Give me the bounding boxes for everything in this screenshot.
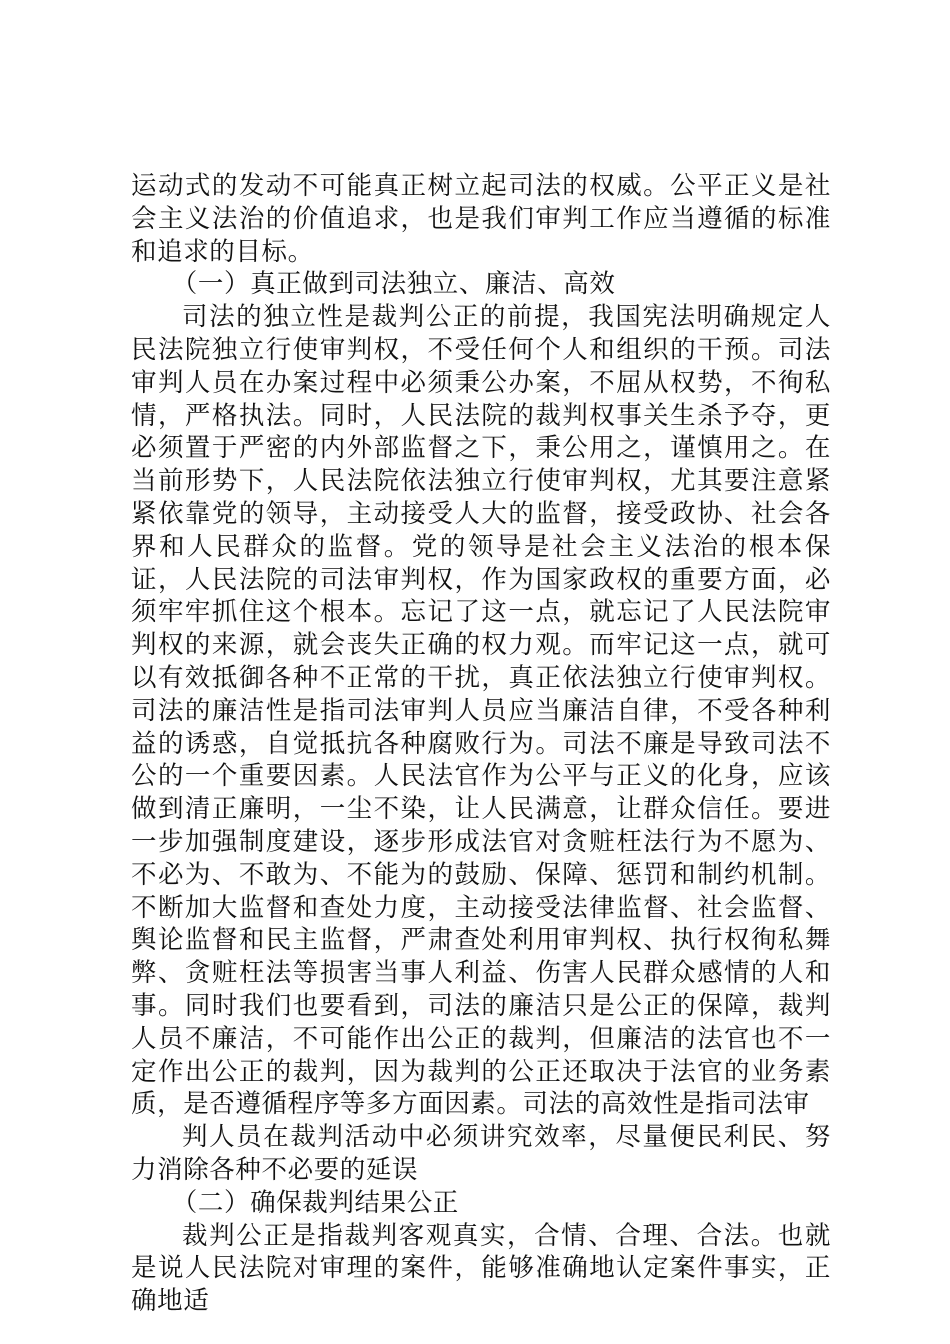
document-body xyxy=(131,170,831,1318)
body-paragraph-4: 裁判公正是指裁判客观真实，合情、合理、合法。也就是说人民法院对审理的案件，能够准确地认定案件事实，正确地适 xyxy=(131,1220,831,1317)
section-heading-1: （一）真正做到司法独立、廉洁、高效 xyxy=(171,269,616,300)
body-paragraph-3: 判人员在裁判活动中必须讲究效率，尽量便民利民、努力消除各种不必要的延误 xyxy=(131,1122,831,1185)
body-paragraph-2: 司法的独立性是裁判公正的前提，我国宪法明确规定人民法院独立行使审判权，不受任何个人和组织的干预。司法审判人员在办案过程中必须秉公办案，不屈从权势，不徇私情，严格执法。同时，人民法院的裁判权事关生杀予夺，更必须置于严密的内外部监督之下，秉公用之，谨慎用之。在当前形势下，人民法院依法独立行使审判权，尤其要注意紧紧依靠党的领导，主动接受人大的监督，接受政协、社会各界和人民群众的监督。党的领导是社会主义法治的根本保证，人民法院的司法审判权，作为国家政权的重要方面，必须牢牢抓住这个根本。忘记了这一点，就忘记了人民法院审判权的来源，就会丧失正确的权力观。而牢记这一点，就可以有效抵御各种不正常的干扰，真正依法独立行使审判权。司法的廉洁性是指司法审判人员应当廉洁自律，不受各种利益的诱惑，自觉抵抗各种腐败行为。司法不廉是导致司法不公的一个重要因素。人民法官作为公平与正义的化身，应该做到清正廉明，一尘不染，让人民满意，让群众信任。要进一步加强制度建设，逐步形成法官对贪赃枉法行为不愿为、不必为、不敢为、不能为的鼓励、保障、惩罚和制约机制。不断加大监督和查处力度，主动接受法律监督、社会监督、舆论监督和民主监督，严肃查处利用审判权、执行权徇私舞弊、贪赃枉法等损害当事人利益、伤害人民群众感情的人和事。同时我们也要看到，司法的廉洁只是公正的保障，裁判人员不廉洁，不可能作出公正的裁判，但廉洁的法官也不一定作出公正的裁判，因为裁判的公正还取决于法官的业务素质，是否遵循程序等多方面因素。司法的高效性是指司法审 xyxy=(131,302,831,1120)
body-paragraph-1: 运动式的发动不可能真正树立起司法的权威。公平正义是社会主义法治的价值追求，也是我们审判工作应当遵循的标准和追求的目标。 xyxy=(131,171,831,267)
section-heading-2: （二）确保裁判结果公正 xyxy=(171,1187,459,1218)
